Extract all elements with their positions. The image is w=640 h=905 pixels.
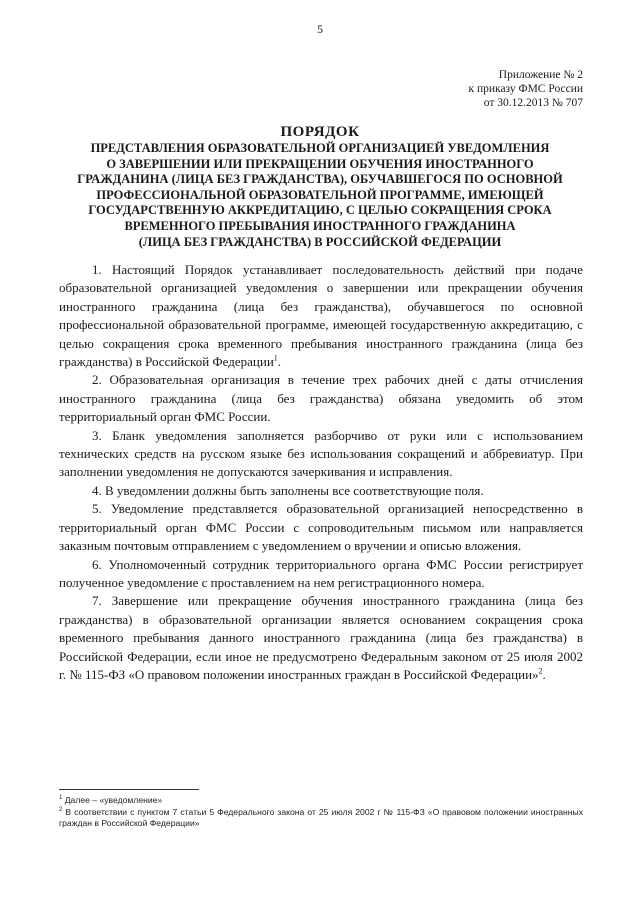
subtitle-line: ПРОФЕССИОНАЛЬНОЙ ОБРАЗОВАТЕЛЬНОЙ ПРОГРАММЕ, ИМЕЮЩЕЙ [96, 187, 544, 202]
paragraph-3: 3. Бланк уведомления заполняется разборчиво от руки или с использованием технических средств на русском языке без использования сокращений и аббревиатур. При заполнении уведомления не допускаются зачеркивания и исправления. [59, 427, 583, 480]
appendix-header [469, 68, 583, 110]
footnote-ref: 1 [273, 353, 278, 363]
footnote-mark: 1 [59, 795, 63, 802]
footnote-mark: 2 [59, 806, 63, 813]
paragraph-7 [59, 592, 583, 684]
appendix-line: Приложение № 2 [498, 69, 583, 81]
footnote-text: Далее – «уведомление» [64, 795, 163, 805]
subtitle-line: ВРЕМЕННОГО ПРЕБЫВАНИЯ ИНОСТРАННОГО ГРАЖДАНИНА [124, 218, 516, 233]
subtitle-line: ГРАЖДАНИНА (ЛИЦА БЕЗ ГРАЖДАНСТВА), ОБУЧАВШЕГОСЯ ПО ОСНОВНОЙ [77, 172, 563, 187]
document-subtitle [58, 141, 582, 250]
footnote-divider [59, 789, 199, 790]
paragraph-2: 2. Образовательная организация в течение трех рабочих дней с даты отчисления иностранного гражданина (лица без гражданства) обязана уведомить об этом территориальный орган ФМС России. [59, 372, 583, 425]
footnote-text: В соответствии с пунктом 7 статьи 5 Федерального закона от 25 июля 2002 г № 115-ФЗ «О правовом положении иностранных граждан в Российской Федерации» [59, 806, 583, 828]
footnotes [59, 795, 583, 830]
footnote-2 [59, 807, 583, 830]
appendix-line: к приказу ФМС России [468, 83, 583, 95]
appendix-line: от 30.12.2013 № 707 [483, 97, 583, 109]
paragraph-5: 5. Уведомление представляется образовательной организацией непосредственно в территориальный орган ФМС России с сопроводительным письмом или направляется заказным почтовым отправлением с уведомлением о вручении и описью вложения. [59, 501, 583, 554]
paragraph-end: . [542, 666, 546, 682]
subtitle-line: (ЛИЦА БЕЗ ГРАЖДАНСТВА) В РОССИЙСКОЙ ФЕДЕРАЦИИ [138, 234, 502, 249]
document-body [59, 261, 583, 684]
page-number: 5 [317, 22, 323, 36]
subtitle-line: ПРЕДСТАВЛЕНИЯ ОБРАЗОВАТЕЛЬНОЙ ОРГАНИЗАЦИЕЙ УВЕДОМЛЕНИЯ [90, 141, 550, 155]
paragraph-4: 4. В уведомлении должны быть заполнены все соответствующие поля. [92, 482, 484, 498]
paragraph-text: 1. Настоящий Порядок устанавливает последовательность действий при подаче образовательной организацией уведомления о завершении или прекращении обучения иностранного гражданина (лица без гражданства), обучавшегося по основной профессиональной образовательной программе, имеющей государственную аккредитацию, с целью сокращения срока временного пребывания иностранного гражданина (лица без гражданства) в Российской Федерации [59, 262, 583, 370]
paragraph-1 [59, 261, 583, 371]
paragraph-end: . [277, 354, 282, 370]
document-title: ПОРЯДОК [280, 124, 360, 140]
footnote-1 [59, 795, 583, 807]
footnote-ref: 2 [538, 666, 543, 676]
paragraph-text: 7. Завершение или прекращение обучения иностранного гражданина (лица без гражданства) в образовательной организации является основанием сокращения срока временного пребывания данного иностранного гражданина (лица без гражданства) в Российской Федерации, если иное не предусмотрено Федеральным законом от 25 июля 2002 г. № 115-ФЗ «О правовом положении иностранных граждан в Российской Федерации» [59, 593, 583, 682]
paragraph-6: 6. Уполномоченный сотрудник территориального органа ФМС России регистрирует полученное уведомление с проставлением на нем регистрационного номера. [59, 556, 583, 590]
subtitle-line: ГОСУДАРСТВЕННУЮ АККРЕДИТАЦИЮ, С ЦЕЛЬЮ СОКРАЩЕНИЯ СРОКА [88, 203, 552, 218]
subtitle-line: О ЗАВЕРШЕНИИ ИЛИ ПРЕКРАЩЕНИИ ОБУЧЕНИЯ ИНОСТРАННОГО [106, 156, 534, 171]
